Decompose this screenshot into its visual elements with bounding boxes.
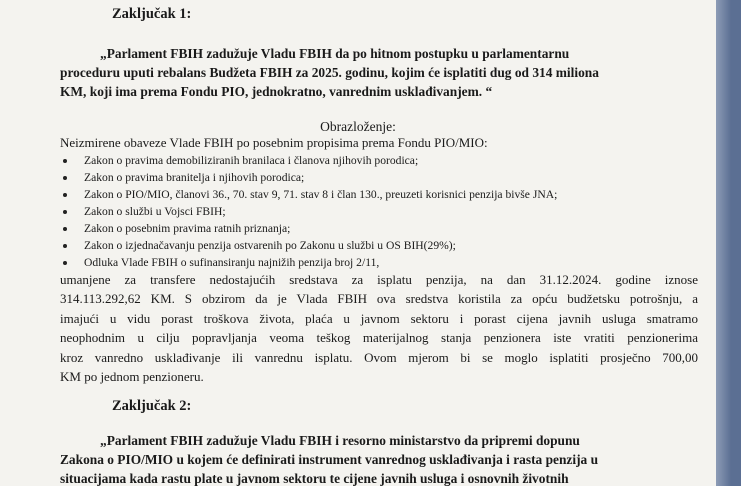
paragraph-line: umanjene za transfere nedostajućih sredstava za isplatu penzija, na dan 31.12.2024. godine iznose	[60, 272, 698, 287]
explanation-title: Obrazloženje:	[320, 119, 396, 134]
list-item: Odluka Vlade FBIH o sufinansiranju najnižih penzija broj 2/11,	[60, 254, 557, 271]
paragraph-line: KM po jednom penzioneru.	[60, 369, 204, 385]
obligations-list	[60, 152, 557, 271]
quote-line: proceduru uputi rebalans Budžeta FBIH za 2025. godinu, kojim će isplatiti dug od 314 miliona	[60, 65, 599, 80]
list-item: Zakon o izjednačavanju penzija ostvarenih po Zakonu u službi u OS BIH(29%);	[60, 237, 557, 254]
bullet-icon	[63, 244, 67, 248]
conclusion-2-heading: Zaključak 2:	[112, 398, 192, 414]
bullet-icon	[63, 261, 67, 265]
conclusion-2-quote	[60, 431, 698, 486]
quote-line: situacijama kada rastu plate u javnom sektoru te cijene javnih usluga i osnovnih životnih	[60, 471, 569, 486]
explanation-paragraph	[60, 270, 698, 386]
list-item: Zakon o posebnim pravima ratnih priznanja;	[60, 220, 557, 237]
paragraph-line: 314.113.292,62 KM. S obzirom da je Vlada FBIH ova sredstva koristila za opću budžetsku potrošnju, a	[60, 291, 698, 307]
quote-line: Zakona o PIO/MIO u kojem će definirati instrument vanrednog usklađivanja i rasta penzija u	[60, 452, 599, 467]
quote-line: „Parlament FBIH zadužuje Vladu FBIH i resorno ministarstvo da pripremi dopunu	[100, 433, 580, 448]
bullet-icon	[63, 227, 67, 231]
quote-line: „Parlament FBIH zadužuje Vladu FBIH da po hitnom postupku u parlamentarnu	[100, 46, 570, 61]
list-item: Zakon o PIO/MIO, članovi 36., 70. stav 9, 71. stav 8 i član 130., preuzeti korisnici penzija bivše JNA;	[60, 186, 557, 203]
bullet-icon	[63, 176, 67, 180]
bullet-icon	[63, 159, 67, 163]
background-edge	[716, 0, 741, 486]
list-item: Zakon o službi u Vojsci FBIH;	[60, 203, 557, 220]
list-item: Zakon o pravima branitelja i njihovih porodica;	[60, 169, 557, 186]
conclusion-1-quote	[60, 44, 698, 101]
conclusion-1-heading: Zaključak 1:	[112, 6, 192, 22]
bullet-icon	[63, 210, 67, 214]
bullet-icon	[63, 193, 67, 197]
quote-line: KM, koji ima prema Fondu PIO, jednokratno, vanrednim usklađivanjem. “	[60, 84, 493, 99]
paragraph-line: kroz vanredno usklađivanje ili vanrednu isplatu. Ovom mjerom bi se moglo isplatiti prosječno 700,00	[60, 349, 698, 365]
paragraph-line: imajući u vidu porast troškova života, plaća u javnom sektoru i porast cijena javnih usluga smatramo	[60, 310, 698, 326]
list-item: Zakon o pravima demobiliziranih branilaca i članova njihovih porodica;	[60, 152, 557, 169]
explanation-intro: Neizmirene obaveze Vlade FBIH po posebnim propisima prema Fondu PIO/MIO:	[60, 135, 488, 150]
paragraph-line: neophodnim u cilju popravljanja veoma teškog materijalnog stanja penzionera iste vratiti penzionerima	[60, 330, 698, 346]
